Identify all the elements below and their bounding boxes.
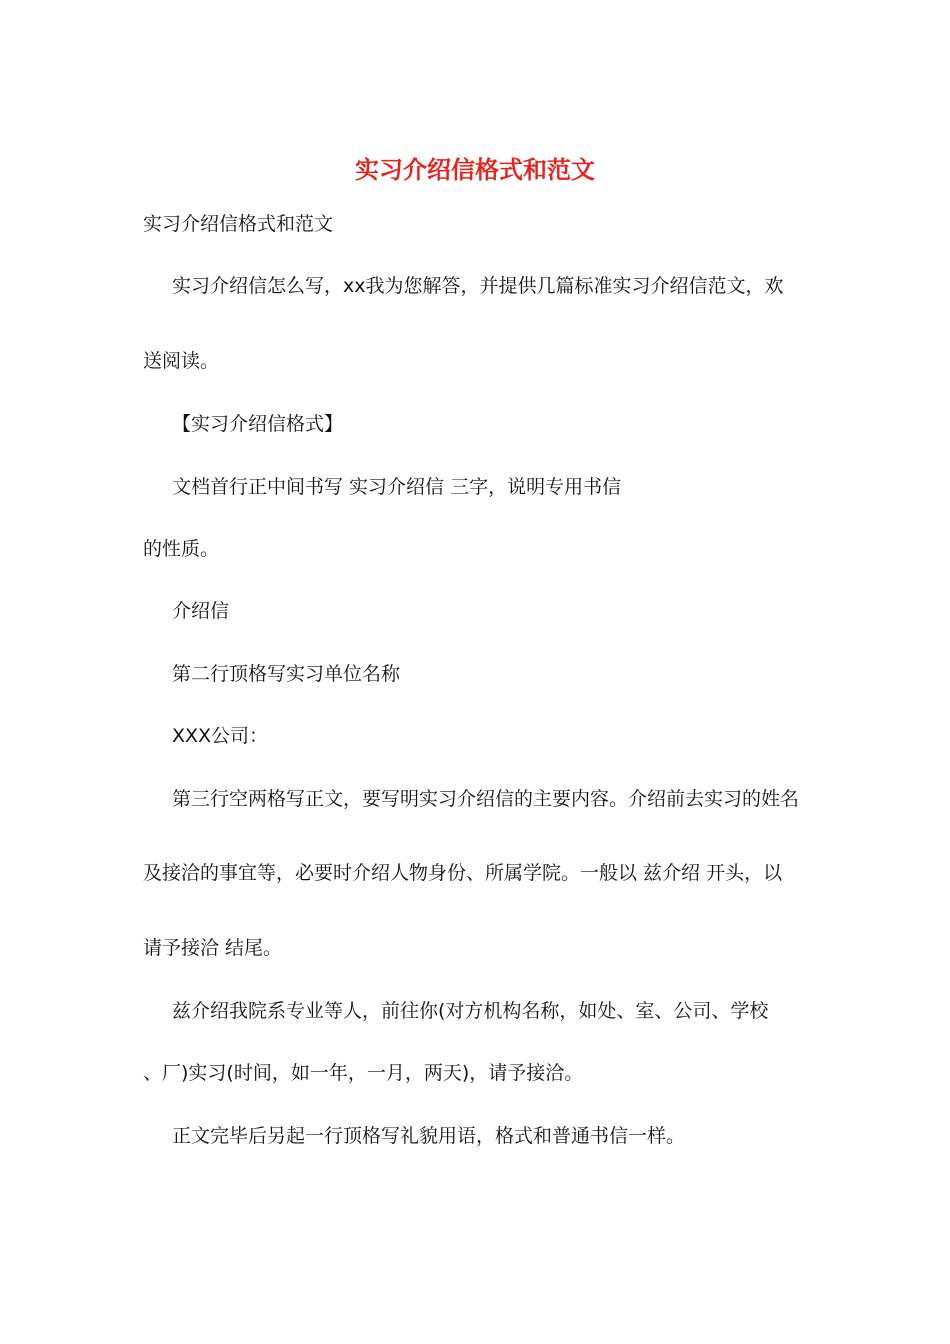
- paragraph-line: 、厂)实习(时间，如一年，一月，两天)，请予接洽。: [143, 1062, 584, 1084]
- paragraph-line: 第三行空两格写正文，要写明实习介绍信的主要内容。介绍前去实习的姓名: [172, 788, 800, 810]
- document-title: 实习介绍信格式和范文: [355, 155, 595, 184]
- paragraph-line: 请予接洽 结尾。: [143, 937, 283, 959]
- paragraph-line: 文档首行正中间书写 实习介绍信 三字，说明专用书信: [172, 476, 622, 498]
- paragraph-line: 正文完毕后另起一行顶格写礼貌用语，格式和普通书信一样。: [172, 1125, 686, 1147]
- paragraph-line: 的性质。: [143, 538, 220, 560]
- paragraph-line: 介绍信: [172, 600, 230, 622]
- paragraph-line: 第二行顶格写实习单位名称: [172, 663, 401, 685]
- section-heading: 【实习介绍信格式】: [172, 413, 344, 435]
- paragraph-line: 实习介绍信怎么写，xx我为您解答，并提供几篇标准实习介绍信范文，欢: [172, 275, 784, 297]
- paragraph-line: 及接洽的事宜等，必要时介绍人物身份、所属学院。一般以 兹介绍 开头，以: [143, 862, 783, 884]
- paragraph-line: XXX公司：: [172, 725, 269, 747]
- subtitle-line: 实习介绍信格式和范文: [143, 213, 334, 235]
- paragraph-line: 送阅读。: [143, 350, 220, 372]
- paragraph-line: 兹介绍我院系专业等人，前往你(对方机构名称，如处、室、公司、学校: [172, 1000, 769, 1022]
